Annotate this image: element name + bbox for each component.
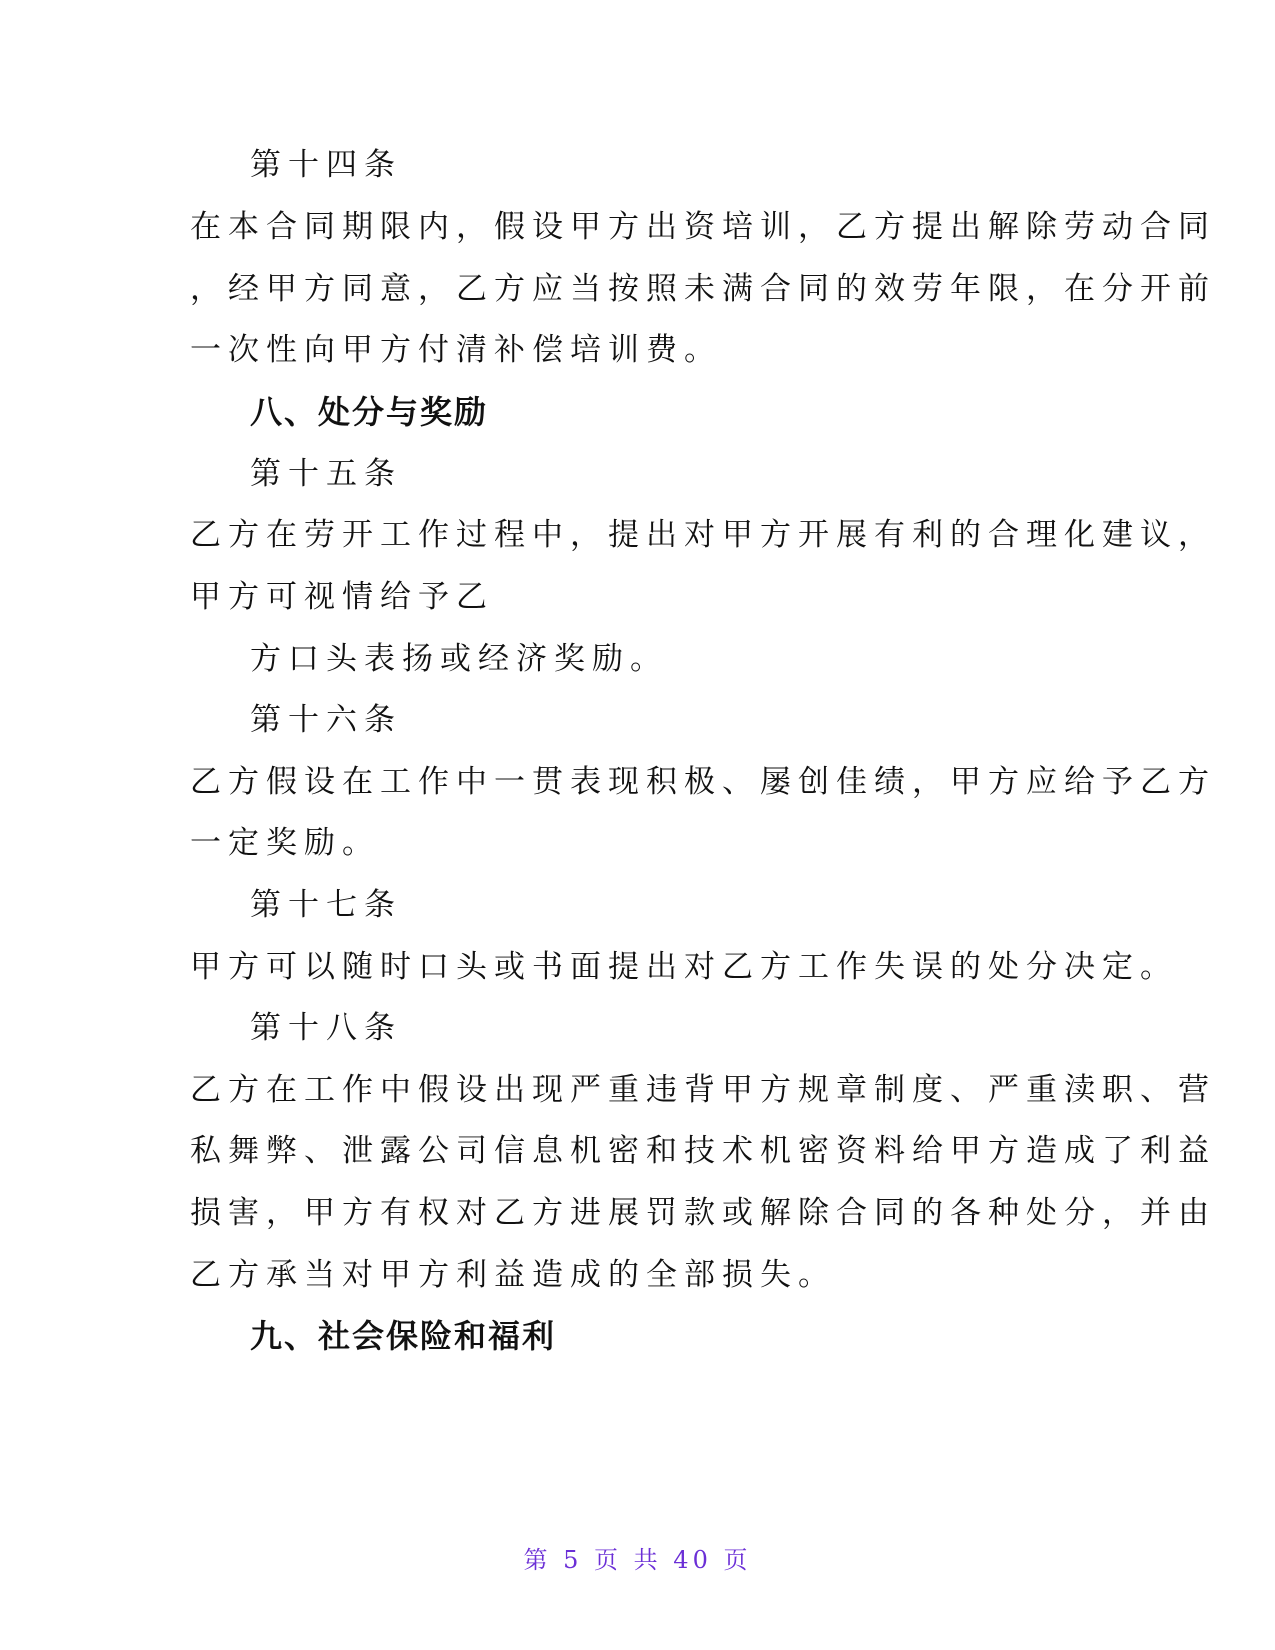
paragraph-line: 甲方可视情给予乙 — [190, 579, 494, 615]
paragraph-line: 乙方假设在工作中一贯表现积极、屡创佳绩，甲方应给予乙方 — [190, 764, 1216, 800]
article-16-title: 第十六条 — [250, 702, 402, 738]
paragraph-line: ，经甲方同意，乙方应当按照未满合同的效劳年限，在分开前 — [190, 271, 1216, 307]
paragraph-line: 甲方可以随时口头或书面提出对乙方工作失误的处分决定。 — [190, 949, 1178, 985]
article-14-title: 第十四条 — [250, 147, 402, 183]
paragraph-line: 一次性向甲方付清补偿培训费。 — [190, 332, 722, 368]
article-17-title: 第十七条 — [250, 887, 402, 923]
article-15-title: 第十五条 — [250, 456, 402, 492]
section-heading-8: 八、处分与奖励 — [250, 393, 489, 431]
paragraph-line: 乙方承当对甲方利益造成的全部损失。 — [190, 1257, 836, 1293]
paragraph-line: 乙方在工作中假设出现严重违背甲方规章制度、严重渎职、营 — [190, 1072, 1216, 1108]
paragraph-line: 方口头表扬或经济奖励。 — [250, 641, 668, 677]
paragraph-line: 一定奖励。 — [190, 825, 380, 861]
paragraph-line: 乙方在劳开工作过程中，提出对甲方开展有利的合理化建议， — [190, 517, 1216, 553]
article-18-title: 第十八条 — [250, 1010, 402, 1046]
section-heading-9: 九、社会保险和福利 — [250, 1317, 557, 1355]
page-number-footer: 第 5 页 共 40 页 — [523, 1546, 752, 1574]
paragraph-line: 在本合同期限内，假设甲方出资培训，乙方提出解除劳动合同 — [190, 209, 1216, 245]
paragraph-line: 私舞弊、泄露公司信息机密和技术机密资料给甲方造成了利益 — [190, 1133, 1216, 1169]
paragraph-line: 损害，甲方有权对乙方进展罚款或解除合同的各种处分，并由 — [190, 1195, 1216, 1231]
